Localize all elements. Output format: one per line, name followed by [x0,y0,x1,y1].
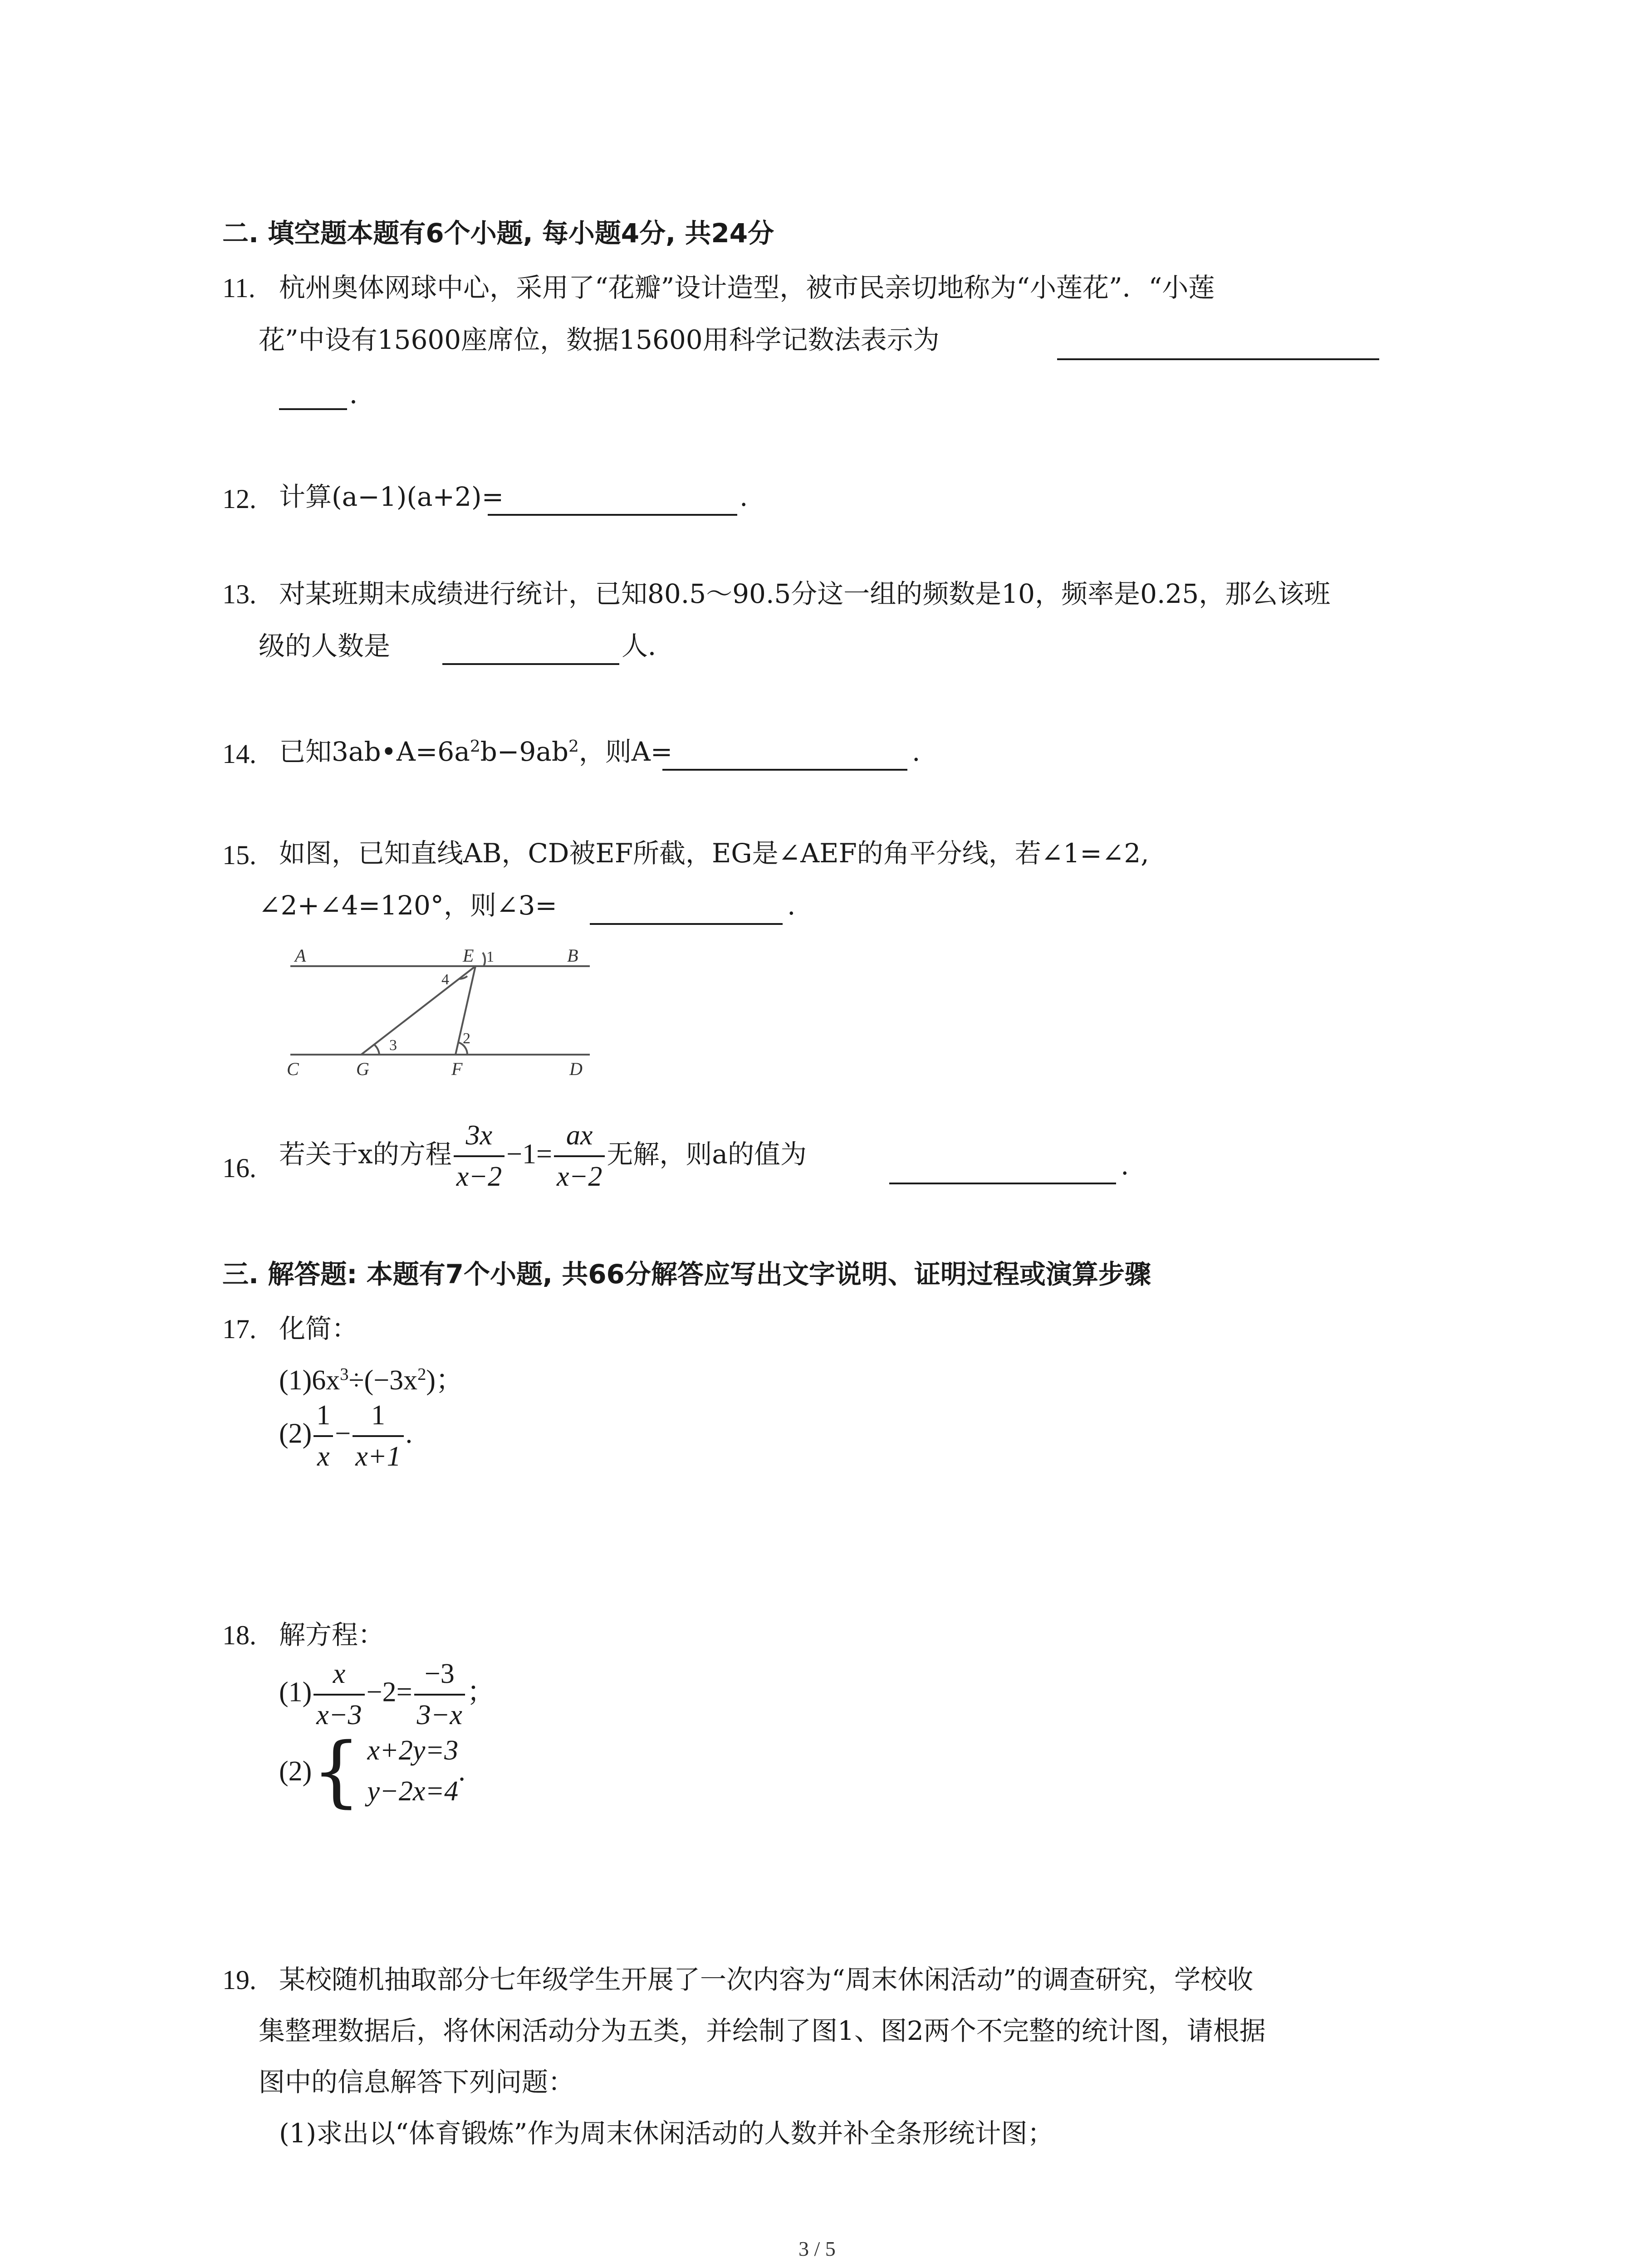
question-16-end: . [1121,1150,1129,1181]
question-19-line2: 集整理数据后，将休闲活动分为五类，并绘制了图1、图2两个不完整的统计图，请根据 [259,2015,1266,2046]
angle-1-arc [483,953,485,966]
question-14-answer-blank [662,769,907,771]
question-11-answer-blank-cont [279,408,347,410]
question-12-answer-blank [488,514,737,516]
label-a: A [295,945,306,966]
angle-label-1: 1 [486,948,494,965]
question-18-number: 18. [222,1620,256,1650]
question-13-line2-suffix: 人． [622,631,675,661]
question-13-number: 13. [222,579,256,609]
question-17-part-1: $(1)6x^3\div(-3x^2)$； [279,1364,464,1396]
system-brace: { [312,1726,361,1816]
question-13-answer-blank [442,663,619,665]
question-13-line2-prefix: 级的人数是 [259,631,391,661]
section-2-heading: 二. 填空题本题有6个小题, 每小题4分, 共24分 [222,218,774,249]
page-number: 3 / 5 [798,2237,836,2260]
question-14-number: 14. [222,739,256,769]
question-17-number: 17. [222,1314,256,1344]
label-e: E [463,945,474,966]
angle-3-arc [375,1045,379,1055]
question-17-title: 化简： [279,1313,358,1344]
question-11-line1: 杭州奥体网球中心，采用了“花瓣”设计造型，被市民亲切地称为“小莲花”．“小莲 [279,272,1215,303]
angle-label-2: 2 [463,1030,470,1047]
question-11-answer-blank [1057,358,1379,360]
question-19-part-1: (1)求出以“体育锻炼”作为周末休闲活动的人数并补全条形统计图； [279,2118,1054,2149]
question-18-part-2: (2){ x+2y=3 y−2x=4 . [279,1726,465,1816]
question-18-part-1: (1) $\frac{x}{x-3}$ −2= $\frac{-3}{3-x}$ ； [279,1658,495,1731]
question-12-end: . [740,481,748,512]
question-15-end: . [787,890,796,921]
angle-label-3: 3 [389,1037,397,1054]
label-c: C [287,1059,299,1079]
question-11-number: 11. [222,273,255,303]
label-d: D [569,1059,583,1079]
question-12-text: 计算(a−1)(a+2)= [279,481,504,512]
label-b: B [567,945,578,966]
question-11-line2: 花”中设有15600座席位，数据15600用科学记数法表示为 [259,324,940,355]
question-13-line1: 对某班期末成绩进行统计，已知80.5～90.5分这一组的频数是10，频率是0.25，那么该班 [279,578,1331,609]
question-17-part-2: (2) $\frac{1}{x}$ − $\frac{1}{x+1}$ . [279,1400,413,1472]
question-19-line1: 某校随机抽取部分七年级学生开展了一次内容为“周末休闲活动”的调查研究，学校收 [279,1964,1254,1995]
question-12-number: 12. [222,484,256,514]
parallel-lines-figure [272,934,608,1084]
question-19-number: 19. [222,1965,256,1995]
question-15-number: 15. [222,840,256,870]
question-11-end: ． [349,379,376,410]
question-19-line3: 图中的信息解答下列问题： [259,2067,575,2097]
angle-label-4: 4 [441,971,449,988]
question-15-line2: ∠2+∠4=120°，则∠3= [259,890,557,921]
label-g: G [356,1059,369,1079]
system-equation-1: x+2y=3 [367,1735,459,1766]
question-15-line1: 如图，已知直线AB，CD被EF所截，EG是∠AEF的角平分线，若∠1=∠2, [279,838,1149,869]
question-18-title: 解方程： [279,1619,385,1650]
question-16-answer-blank [889,1183,1116,1184]
section-3-heading: 三. 解答题: 本题有7个小题, 共66分解答应写出文字说明、证明过程或演算步骤 [222,1259,1151,1290]
question-16-number: 16. [222,1153,256,1183]
label-f: F [451,1059,463,1079]
system-equation-2: y−2x=4 [367,1775,459,1807]
question-16-equation: 若关于x的方程 $\frac{3x}{x-2}$ −1= $\frac{ax}{x-2}$ 无解，则a的值为 [279,1120,807,1193]
question-14-text: 已知$3ab•A=6a^2b-9ab^2$，则A= [279,736,673,767]
question-14-end: . [912,736,921,767]
question-15-answer-blank [590,923,783,925]
